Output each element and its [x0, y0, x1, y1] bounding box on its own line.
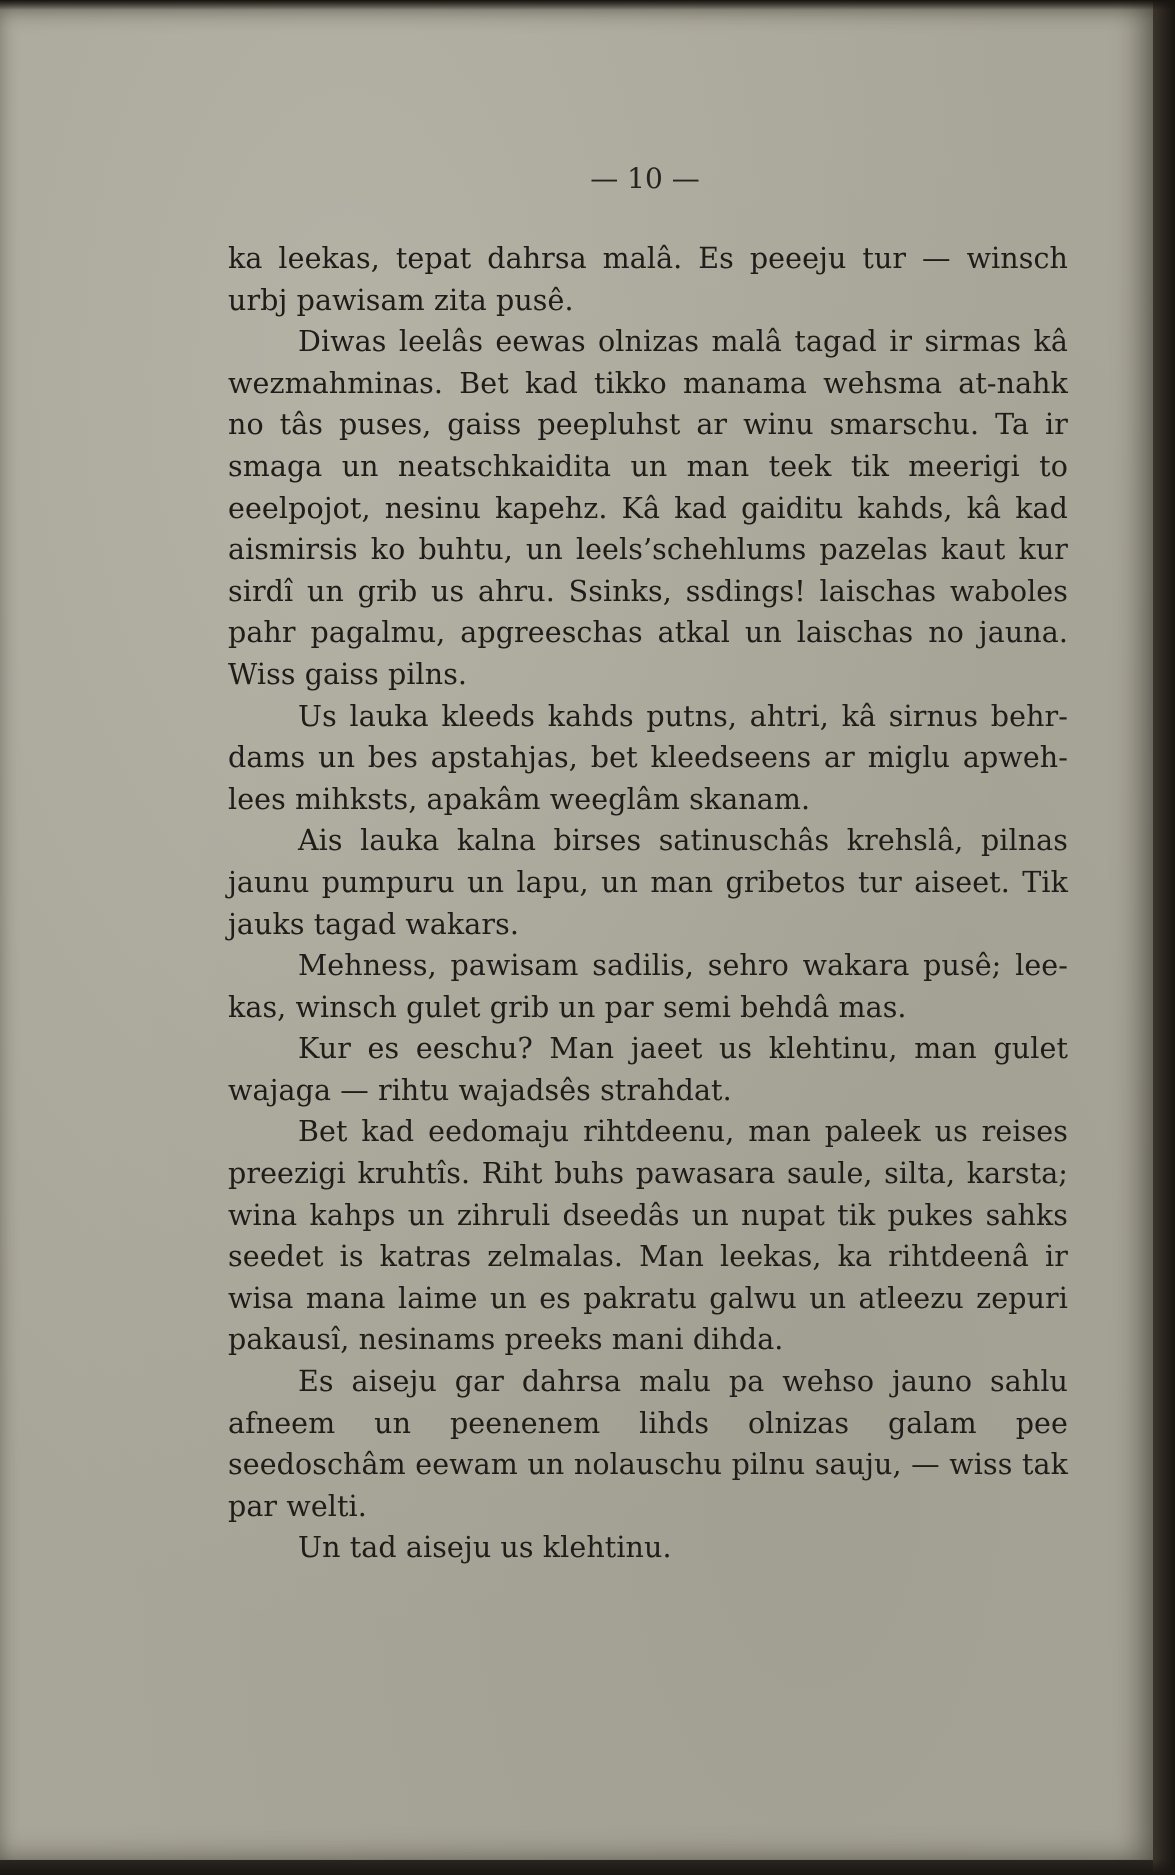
paragraph-4: Ais lauka kalna birses satinuschâs krehslâ, pilnas jaunu pumpuru un lapu, un man gribetos tur aiseet. Tik jauks tagad wakars.	[228, 824, 1068, 941]
paragraph-2: Diwas leelâs eewas olnizas malâ tagad ir sirmas kâ wezmahminas. Bet kad tikko manama wehsma at-nahk no tâs puses, gaiss peepluhst ar winu smarschu. Ta ir smaga un neatschkaidita un man teek tik meerigi to eeelpojot, nesinu kapehz. Kâ kad gaiditu kahds, kâ kad aismirsis ko buhtu, un leels’schehlums pazelas kaut kur sirdî un grib us ahru. Ssinks, ssdings! laischas waboles pahr pagalmu, apgreeschas atkal un laischas no jauna. Wiss gaiss pilns.	[228, 325, 1068, 691]
paragraph-1: ka leekas, tepat dahrsa malâ. Es peeeju tur — winsch urbj pawisam zita pusê.	[228, 242, 1068, 317]
paragraph-8: Es aiseju gar dahrsa malu pa wehso jauno sahlu afneem un peenenem lihds olnizas galam pee seedoschâm eewam un nolauschu pilnu sauju, — wiss tak par welti.	[228, 1365, 1068, 1523]
paragraph-3: Us lauka kleeds kahds putns, ahtri, kâ sirnus behr-dams un bes apstahjas, bet kleedseens ar miglu apweh-lees mihksts, apakâm weeglâm skanam.	[228, 699, 1068, 816]
paragraph-5: Mehness, pawisam sadilis, sehro wakara pusê; lee-kas, winsch gulet grib un par semi behdâ mas.	[228, 949, 1068, 1024]
page-bottom-shadow	[0, 1859, 1175, 1875]
body-text	[228, 238, 1068, 1569]
paragraph-9: Un tad aiseju us klehtinu.	[298, 1531, 672, 1565]
page-number: — 10 —	[590, 162, 700, 195]
paragraph-6: Kur es eeschu? Man jaeet us klehtinu, man gulet wajaga — rihtu wajadsês strahdat.	[228, 1032, 1068, 1107]
paragraph-7: Bet kad eedomaju rihtdeenu, man paleek us reises preezigi kruhtîs. Riht buhs pawasara saule, silta, karsta; wina kahps un zihruli dseedâs un nupat tik pukes sahks seedet is katras zelmalas. Man leekas, ka rihtdeenâ ir wisa mana laime un es pakratu galwu un atleezu zepuri pakausî, nesinams preeks mani dihda.	[228, 1115, 1068, 1357]
page-top-shadow	[0, 0, 1175, 10]
page-edge-shadow	[1153, 0, 1175, 1875]
